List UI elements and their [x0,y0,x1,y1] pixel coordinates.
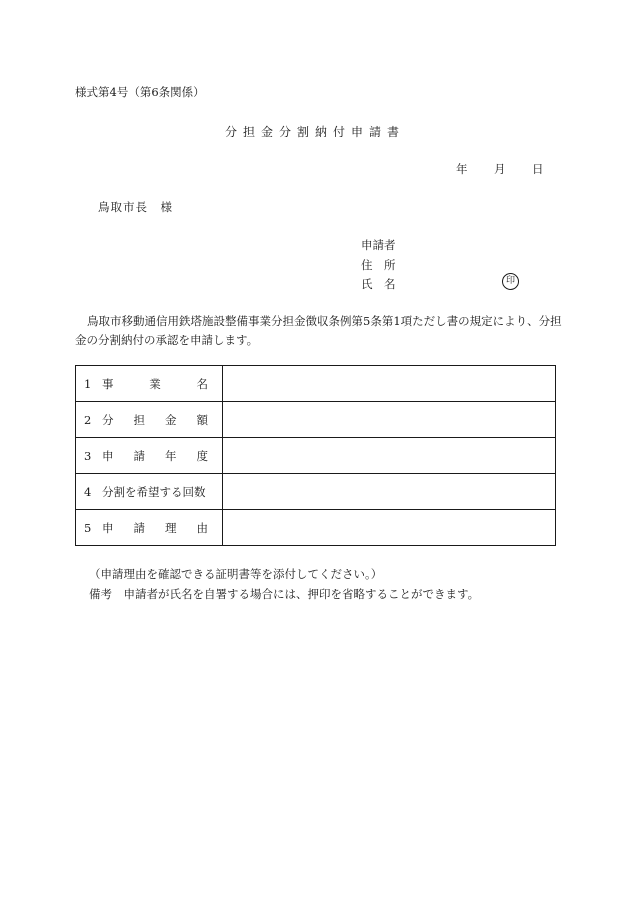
row-label [76,474,223,510]
application-reason-field[interactable] [223,510,556,546]
remarks-note: 備考 申請者が氏名を自署する場合には、押印を省略することができます。 [89,587,480,601]
addressee: 鳥取市長 様 [98,200,173,214]
label-char: 請 [133,520,145,535]
body-sentence: 鳥取市移動通信用鉄塔施設整備事業分担金徴収条例第5条第1項ただし書の規定により、分担金の分割納付の承認を申請します。 [75,314,562,347]
label-char: 担 [133,412,145,427]
row-number: 1 [84,376,92,391]
table-row [76,438,556,474]
table-row [76,510,556,546]
label-char: 理 [165,520,177,535]
date-year: 年 [456,162,468,176]
label-char: 分 [102,412,114,427]
label-char: 金 [165,412,177,427]
label-char: 名 [196,376,208,391]
table-row [76,474,556,510]
application-table [75,365,556,546]
date-line [456,161,544,177]
name-label: 氏 名 [361,277,396,291]
label-char: 由 [196,520,208,535]
row-number: 3 [84,448,92,463]
row-label-text [102,448,208,464]
label-char: 度 [196,448,208,463]
label-char: 額 [196,412,208,427]
seal-mark: 印 [502,273,519,290]
row-label-text: 分割を希望する回数 [102,484,206,499]
row-label [76,366,223,402]
application-year-field[interactable] [223,438,556,474]
label-char: 申 [102,448,114,463]
row-number: 5 [84,520,92,535]
applicant-label: 申請者 [361,238,396,252]
row-label [76,402,223,438]
label-char: 申 [102,520,114,535]
attachment-note: （申請理由を確認できる証明書等を添付してください。） [89,567,383,581]
row-number: 4 [84,484,92,499]
document-title: 分担金分割納付申請書 [224,125,405,139]
body-text [75,312,565,350]
row-label-text [102,412,208,428]
date-month: 月 [494,162,506,176]
table-row [76,366,556,402]
label-char: 業 [149,376,161,391]
address-label: 住 所 [361,257,396,272]
row-label [76,510,223,546]
table-row [76,402,556,438]
label-char: 年 [165,448,177,463]
label-char: 請 [133,448,145,463]
contribution-amount-field[interactable] [223,402,556,438]
row-label-text [102,376,208,392]
project-name-field[interactable] [223,366,556,402]
row-label [76,438,223,474]
form-number: 様式第4号（第6条関係） [75,85,205,99]
label-char: 事 [102,376,114,391]
row-label-text [102,520,208,536]
installment-count-field[interactable] [223,474,556,510]
date-day: 日 [532,162,544,176]
applicant-block [361,236,396,295]
row-number: 2 [84,412,92,427]
